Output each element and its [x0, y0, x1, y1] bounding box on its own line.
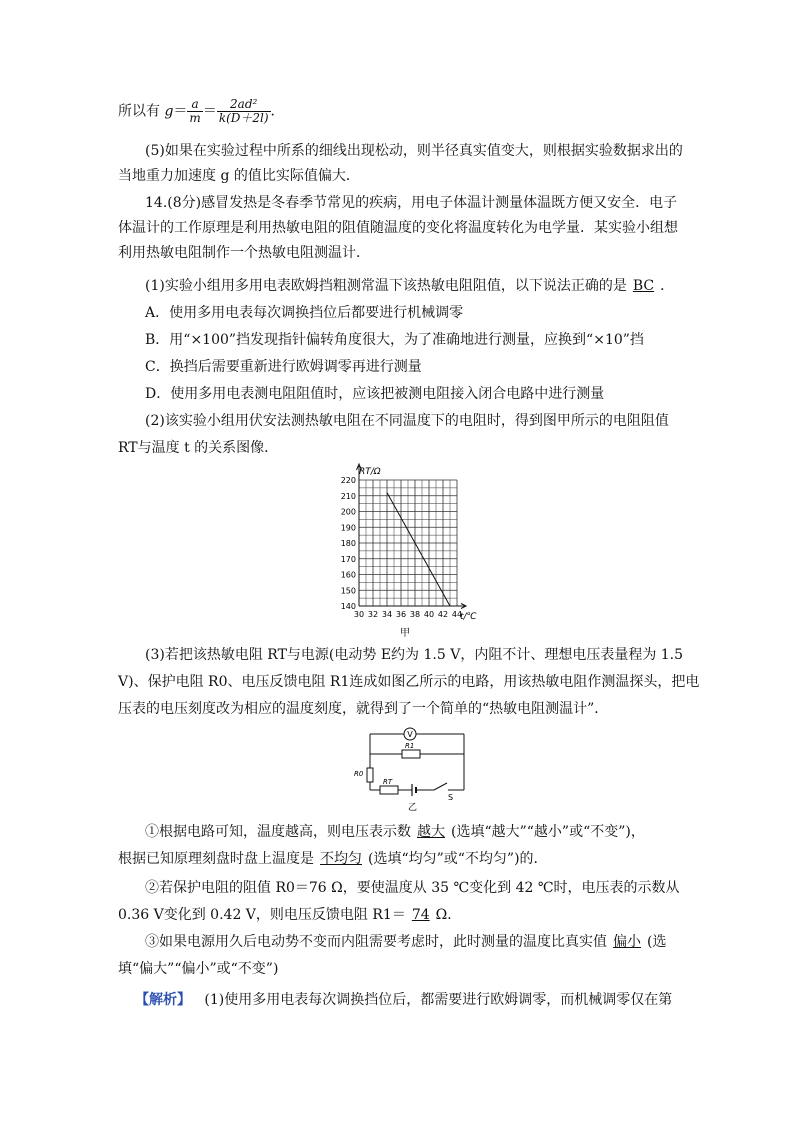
sub1-answer: BC: [632, 278, 655, 294]
c4-line1: [145, 932, 666, 952]
c1-line: [145, 822, 645, 842]
formula-prefix: 所以有: [118, 103, 160, 120]
c4-line2: 填“偏大”“偏小”或“不变”): [118, 961, 279, 977]
sub3-line2: V)、保护电阻 R0、电压反馈电阻 R1连成如图乙所示的电路，用该热敏电阻作测温探头，把电: [118, 674, 700, 690]
c1-answer: 越大: [417, 824, 445, 840]
chart-caption: 甲: [400, 628, 410, 639]
option-b: B．用“×100”挡发现指针偏转角度很大，为了准确地进行测量，应换到“×10”挡: [145, 332, 644, 348]
q14-intro-line3: 利用热敏电阻制作一个热敏电阻测温计．: [118, 245, 370, 261]
frac2-num: 2ad²: [217, 98, 271, 112]
chart-y-axis-label: RT/Ω: [359, 467, 381, 477]
c3-pre: 0.36 V变化到 0.42 V，则电压反馈电阻 R1＝: [118, 907, 406, 923]
y-tick-label: 170: [340, 554, 356, 564]
option-a: A．使用多用电表每次调换挡位后都要进行机械调零: [145, 305, 464, 321]
x-tick-label: 32: [367, 610, 379, 619]
r0-resistor-icon: [367, 768, 373, 782]
x-tick-label: 38: [409, 610, 421, 619]
c4-pre: ③如果电源用久后电动势不变而内阻需要考虑时，此时测量的温度比真实值: [145, 934, 607, 950]
y-tick-label: 140: [340, 602, 356, 611]
sub1-text: (1)实验小组用多用电表欧姆挡粗测常温下该热敏电阻阻值，以下说法正确的是: [145, 278, 627, 294]
formula-end: ．: [270, 103, 285, 120]
formula-eq2: ＝: [202, 103, 217, 120]
x-tick-label: 36: [395, 610, 407, 619]
rt-thermistor-icon: [380, 786, 398, 794]
sub1-end: ．: [660, 278, 675, 294]
fraction-a-over-m: [187, 98, 202, 125]
option-c: C．换挡后需要重新进行欧姆调零再进行测量: [145, 359, 422, 375]
switch-lever-icon: [434, 783, 447, 790]
sub3-line3: 压表的电压刻度改为相应的温度刻度，就得到了一个简单的“热敏电阻测温计”．: [118, 701, 609, 717]
voltmeter-label: V: [407, 730, 413, 739]
x-tick-label: 30: [353, 610, 365, 619]
c3-post: Ω．: [435, 907, 462, 923]
p5-line2: 当地重力加速度 g 的值比实际值偏大．: [118, 168, 360, 184]
c3-line2: [118, 905, 461, 925]
r1-resistor-icon: [402, 750, 420, 758]
formula-eq1: ＝: [173, 103, 188, 120]
c2-pre: 根据已知原理刻盘时盘上温度是: [118, 851, 314, 867]
y-tick-label: 190: [340, 523, 356, 533]
p5-line1: (5)如果在实验过程中所系的细线出现松动，则半径真实值变大，则根据实验数据求出的: [145, 143, 683, 159]
c4-post: (选: [647, 934, 667, 950]
formula-line: [118, 98, 285, 125]
q14-sub1: [145, 276, 674, 296]
c3-answer: 74: [411, 907, 430, 923]
rt-vs-t-line: [387, 493, 450, 606]
y-tick-label: 180: [340, 539, 356, 548]
rt-label: RT: [383, 778, 393, 786]
formula-g: g: [164, 103, 174, 120]
y-tick-label: 200: [340, 507, 356, 517]
x-tick-label: 40: [423, 610, 435, 619]
c1-pre: ①根据电路可知，温度越高，则电压表示数: [145, 824, 411, 840]
x-tick-label: 44: [451, 610, 463, 619]
y-tick-label: 160: [340, 570, 356, 580]
c4-answer: 偏小: [613, 934, 641, 950]
analysis-line: [135, 990, 672, 1010]
sub2-line2: RT与温度 t 的关系图像．: [118, 440, 279, 456]
q14-intro-line1: 14.(8分)感冒发热是冬春季节常见的疾病，用电子体温计测量体温既方便又安全．电子: [145, 195, 678, 211]
q14-intro-line2: 体温计的工作原理是利用热敏电阻的阻值随温度的变化将温度转化为电学量．某实验小组想: [118, 220, 678, 236]
y-tick-label: 220: [340, 476, 356, 485]
resistance-temperature-chart: [325, 462, 495, 642]
c3-line1: ②若保护电阻的阻值 R0＝76 Ω，要使温度从 35 ℃变化到 42 ℃时，电压表的示数从: [145, 880, 680, 896]
frac1-num: a: [187, 98, 202, 112]
y-tick-label: 150: [340, 586, 356, 596]
y-tick-label: 210: [340, 491, 356, 501]
option-d: D．使用多用电表测电阻阻值时，应该把被测电阻接入闭合电路中进行测量: [145, 386, 605, 402]
frac2-den: k(D＋2l): [218, 111, 269, 125]
frac1-den: m: [189, 111, 201, 125]
analysis-tag: 【解析】: [135, 992, 191, 1008]
c2-post: (选填“均匀”或“不均匀”)的．: [368, 851, 548, 867]
c2-line: [118, 849, 548, 869]
sub3-line1: (3)若把该热敏电阻 RT与电源(电动势 E约为 1.5 V，内阻不计、理想电压表量程为 1.5: [145, 647, 684, 663]
switch-label: S: [448, 793, 454, 802]
chart-x-axis-label: t/℃: [460, 612, 477, 622]
analysis-text: (1)使用多用电表每次调换挡位后，都需要进行欧姆调零，而机械调零仅在第: [204, 992, 673, 1008]
x-tick-label: 34: [381, 610, 393, 619]
c1-post: (选填“越大”“越小”或“不变”)，: [451, 824, 645, 840]
r1-label: R1: [405, 742, 415, 750]
circuit-caption: 乙: [408, 803, 418, 813]
circuit-diagram: [350, 724, 470, 814]
r0-label: R0: [354, 770, 364, 778]
chart-series: [387, 493, 450, 606]
c2-answer: 不均匀: [320, 851, 362, 867]
fraction-main: [217, 98, 271, 125]
x-tick-label: 42: [437, 610, 449, 619]
sub2-line1: (2)该实验小组用伏安法测热敏电阻在不同温度下的电阻时，得到图甲所示的电阻阻值: [145, 413, 669, 429]
